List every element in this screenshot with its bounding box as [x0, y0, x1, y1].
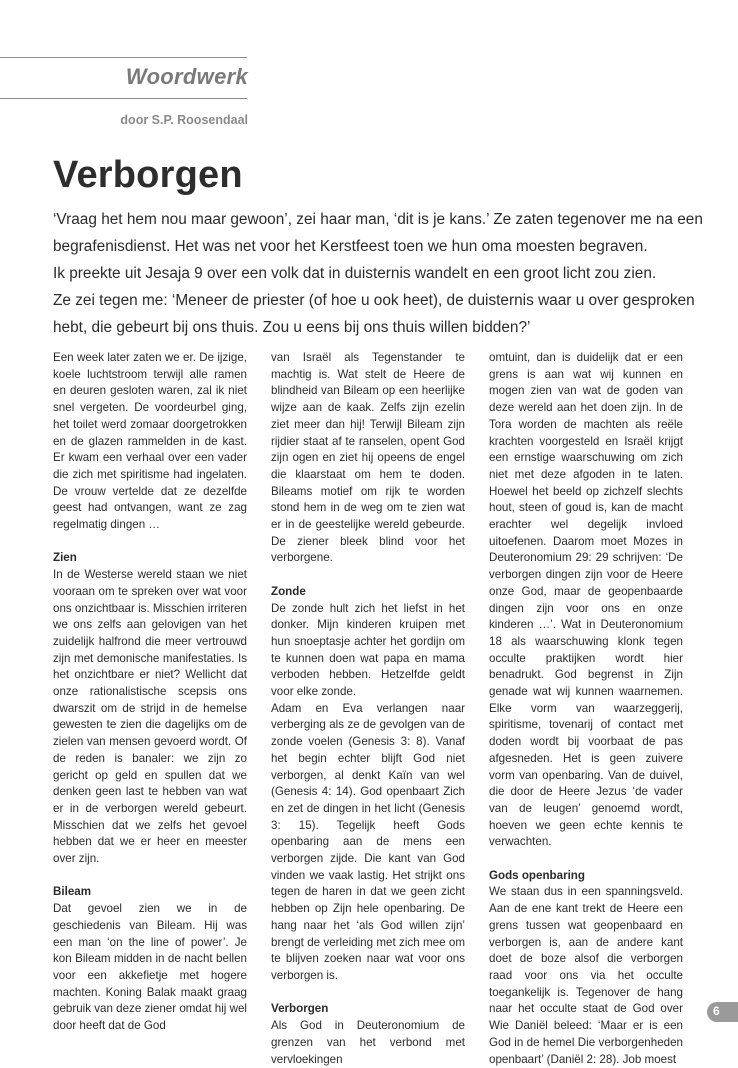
body-paragraph: Dat gevoel zien we in de geschiedenis van Bileam. Hij was een man ‘on the line of power’. Je kon Bileam midden in de nacht bellen voor een akkefietje met hogere machten. Koning Balak maakt graag gebruik van deze ziener omdat hij wel door heeft dat de God: [53, 902, 247, 1033]
header-rule-bottom: [0, 98, 247, 99]
subheading-zonde: Zonde: [271, 584, 306, 598]
body-paragraph: Adam en Eva verlangen naar verberging als ze de gevolgen van de zonde voelen (Genesis 3: 8). Vanaf het begin echter blijft God niet verborgen, al denkt Kaïn van wel (Genesis 4: 14). God openbaart Zich en zet de dingen in het licht (Genesis 3: 15). Tegelijk heeft Gods openbaring aan de mens een verborgen zijde. Die kant van God vinden we vaak lastig. Het strijkt ons tegen de haren in dat we geen zicht hebben op Zijn hele openbaring. De hang naar het ‘als God willen zijn’ brengt de verleiding met zich mee om te blijven zoeken naar wat voor ons verborgen is.: [271, 701, 465, 982]
subheading-zien: Zien: [53, 551, 77, 565]
subheading-gods-openbaring: Gods openbaring: [489, 868, 585, 882]
body-column-3: [489, 350, 683, 1068]
intro-paragraph: Ik preekte uit Jesaja 9 over een volk dat in duisternis wandelt en een groot licht zou zien.: [53, 265, 657, 282]
page-number: 6: [713, 1004, 720, 1018]
body-paragraph: We staan dus in een spanningsveld. Aan de ene kant trekt de Heere een grens tussen wat geopenbaard en verborgen is, aan de andere kant doet de boze alsof die verborgen raad voor ons via het occulte toegankelijk is. Tegenover de hang naar het occulte staat de God over Wie Daniël beleed: ‘Maar er is een God in de hemel Die verborgenheden openbaart’ (Daniël 2: 28). Job moest: [489, 885, 683, 1066]
section-title: Woordwerk: [125, 64, 248, 89]
article-intro: [53, 206, 713, 341]
body-column-2: [271, 350, 465, 1068]
body-paragraph: van Israël als Tegenstander te machtig is. Wat stelt de Heere de blindheid van Bileam op een heerlijke wijze aan de kaak. Zelfs zijn ezelin ziet meer dan hij! Terwijl Bileam zijn rijdier staat af te ranselen, opent God zijn ogen en ziet hij opeens de engel die klaarstaat om hem te doden. Bileams motief om rijk te worden stond hem in de weg om te zien wat er in de geestelijke wereld gebeurde. De ziener bleek blind voor het verborgene.: [271, 351, 465, 565]
body-paragraph: De zonde hult zich het liefst in het donker. Mijn kinderen kruipen met hun snoeptasje achter het gordijn om te kunnen doen wat papa en mama verboden hebben. Hetzelfde geldt voor elke zonde.: [271, 601, 465, 699]
body-paragraph: Als God in Deuteronomium de grenzen van het verbond met vervloekingen: [271, 1019, 465, 1066]
body-column-1: [53, 350, 247, 1035]
body-paragraph: omtuint, dan is duidelijk dat er een grens is aan wat wij kunnen en mogen zien van wat de goden van deze wereld aan het doen zijn. In de Tora worden de machten als reële krachten voorgesteld en Israël krijgt een ernstige waarschuwing om zich niet met deze afgoden in te laten. Hoewel het beeld op zichzelf slechts hout, steen of goud is, kan de macht erachter wel degelijk invloed uitoefenen. Daarom moet Mozes in Deuteronomium 29: 29 schrijven: ‘De verborgen dingen zijn voor de Heere onze God, maar de geopenbaarde dingen zijn voor ons en onze kinderen …’. Wat in Deuteronomium 18 als waarschuwing klonk tegen occulte praktijken wordt hier benadrukt. God begrenst in Zijn genade wat wij kunnen waarnemen. Elke vorm van waarzeggerij, spiritisme, tovenarij of contact met doden wordt bij voorbaat de pas afgesneden. Het is geen zuivere vorm van openbaring. Van de duivel, die door de Heere Jezus ‘de vader van de leugen’ genoemd wordt, hoeven we geen echte kennis te verwachten.: [489, 351, 683, 849]
page-number-tab: [707, 1002, 738, 1022]
intro-paragraph: Ze zei tegen me: ‘Meneer de priester (of hoe u ook heet), de duisternis waar u over gesproken hebt, die gebeurt bij ons thuis. Zou u eens bij ons thuis willen bidden?’: [53, 292, 695, 336]
subheading-bileam: Bileam: [53, 885, 92, 899]
article-title: Verborgen: [53, 154, 243, 196]
author-byline: door S.P. Roosendaal: [120, 113, 248, 127]
body-paragraph: Een week later zaten we er. De ijzige, koele luchtstroom terwijl alle ramen en deuren gesloten waren, zal ik niet snel vergeten. De voordeurbel ging, het toilet werd zomaar doorgetrokken en de glazen rammelden in de kast. Er kwam een verhaal over een vader die zich met spiritisme had ingelaten. De vrouw vertelde dat ze dezelfde geest had ontvangen, want ze zag regelmatig dingen …: [53, 351, 247, 532]
intro-paragraph: ‘Vraag het hem nou maar gewoon’, zei haar man, ‘dit is je kans.’ Ze zaten tegenover me na een begrafenisdienst. Het was net voor het Kerstfeest toen we hun oma moesten begraven.: [53, 211, 703, 255]
subheading-verborgen: Verborgen: [271, 1002, 329, 1016]
header-rule-top: [0, 57, 247, 58]
body-paragraph: In de Westerse wereld staan we niet vooraan om te spreken over wat voor ons onzichtbaar is. Misschien irriteren we ons zelfs aan gelovigen van het zuidelijk halfrond die meer vertrouwd zijn met demonische manifestaties. Is het onzichtbare er niet? Wellicht dat onze rationalistische scepsis ons dwarszit om de strijd in de hemelse gewesten te zien die dagelijks om de zielen van mensen gevoerd wordt. Of de reden is banaler: we zijn zo gericht op geld en spullen dat we denken geen last te hebben van wat er in de verborgen wereld gebeurt. Misschien dat we zelfs het gevoel hebben dat we er heer en meester over zijn.: [53, 568, 247, 866]
